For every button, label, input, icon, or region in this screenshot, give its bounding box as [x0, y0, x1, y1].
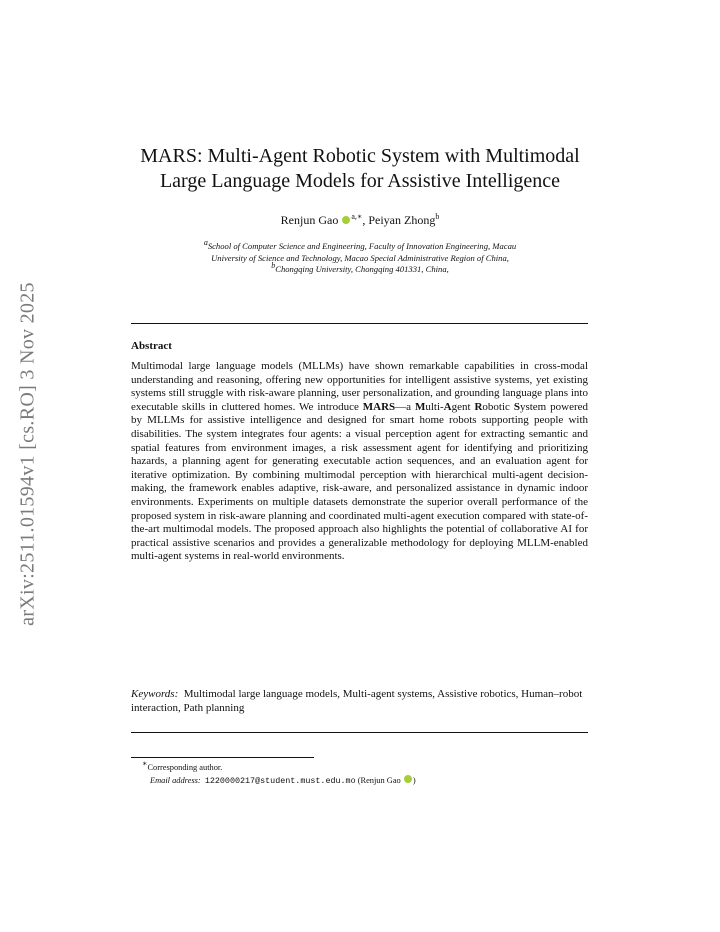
- affiliation-a-line-2: University of Science and Technology, Macao Special Administrative Region of China,: [211, 252, 509, 263]
- orcid-icon[interactable]: [404, 775, 412, 783]
- affiliations: [120, 238, 600, 276]
- email-label: Email address:: [150, 776, 201, 785]
- affiliation-mark: b: [271, 261, 276, 271]
- title-line-1: MARS: Multi-Agent Robotic System with Multimodal: [140, 145, 580, 167]
- author-name: Peiyan Zhong: [368, 213, 436, 227]
- footnote-mark: ∗: [142, 759, 148, 769]
- email-address-link[interactable]: 1220000217@student.must.edu.mo: [204, 776, 356, 786]
- email-note: Email address: 1220000217@student.must.edu.mo (Renjun Gao ): [150, 776, 416, 786]
- arxiv-stamp-text: arXiv:2511.01594v1 [cs.RO] 3 Nov 2025: [16, 282, 39, 626]
- author-name: Renjun Gao: [280, 213, 339, 227]
- corresponding-note: ∗Corresponding author.: [142, 759, 223, 772]
- keywords-text: Multimodal large language models, Multi-agent systems, Assistive robotics, Human–robot interaction, Path planning: [131, 688, 583, 714]
- keywords: [131, 687, 588, 715]
- author-list: [100, 213, 620, 228]
- footnote-rule: [131, 757, 314, 758]
- affiliation-a-line-1: $^a$School of Computer Science and Engineering, Faculty of Innovation Engineering, Macau: [203, 238, 517, 251]
- acronym-mars: MARS: [362, 400, 396, 413]
- title-line-2: Large Language Models for Assistive Intelligence: [159, 170, 561, 192]
- author-affiliation-mark: a,∗: [351, 212, 363, 221]
- bottom-rule: [131, 732, 588, 733]
- abstract-heading: Abstract: [131, 340, 172, 352]
- author-separator: ,: [362, 213, 369, 227]
- abstract-body: Multimodal large language models (MLLMs) have shown remarkable capabilities in cross-modal understanding and reasoning, offering new opportunities for intelligent assistive systems, yet existing systems still struggle with risk-aware planning, user personalization, and grounding language plans into executable skills in cluttered homes. We introduce MARS—a Multi-Agent Robotic System powered by MLLMs for assistive intelligence and designed for smart home robots supporting people with disabilities. The system integrates four agents: a visual perception agent for extracting semantic and spatial features from environment images, a risk assessment agent for identifying and prioritizing hazards, a planning agent for generating executable action sequences, and an evaluation agent for iterative optimization. By combining multimodal perception with hierarchical multi-agent decision-making, the framework enables adaptive, risk-aware, and personalized assistance in dynamic indoor environments. Experiments on multiple datasets demonstrate the superior overall performance of the proposed system in risk-aware planning and coordinated multi-agent execution compared with state-of-the-art multimodal models. The proposed approach also highlights the potential of collaborative AI for practical assistive scenarios and provides a generalizable methodology for deploying MLLM-enabled multi-agent systems in real-world environments.: [131, 360, 588, 563]
- orcid-icon[interactable]: [342, 216, 350, 224]
- affiliation-b: $^b$Chongqing University, Chongqing 401331, China,: [271, 261, 449, 274]
- author-affiliation-mark: b: [435, 212, 440, 221]
- keywords-label: Keywords:: [131, 688, 179, 700]
- top-rule: [131, 323, 588, 324]
- arxiv-stamp: [10, 265, 46, 643]
- affiliation-mark: a: [203, 238, 208, 248]
- email-name: (Renjun Gao: [357, 776, 401, 785]
- footnote: [142, 759, 416, 786]
- paper-title: [100, 144, 620, 194]
